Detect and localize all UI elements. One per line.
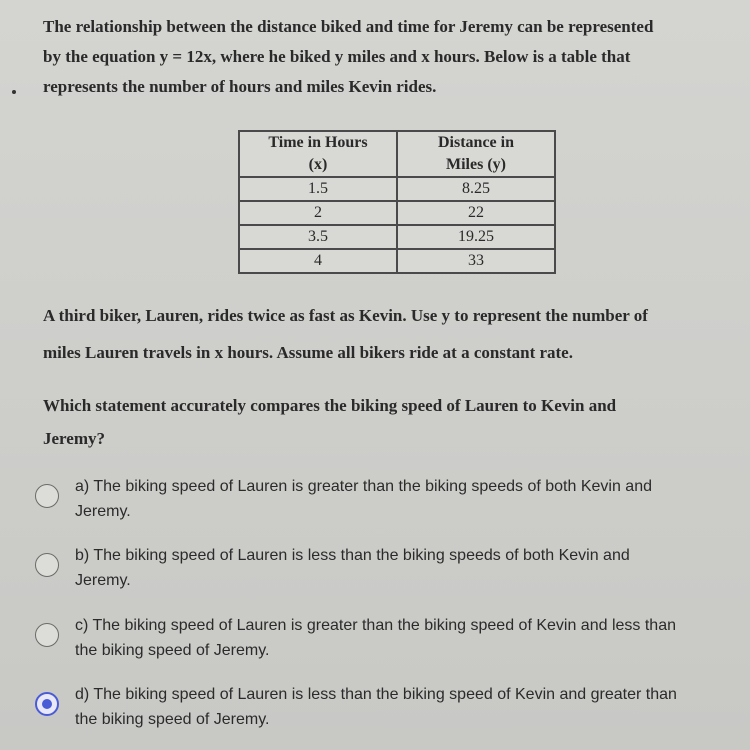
third-biker-text (43, 297, 750, 371)
table-header-distance (397, 131, 555, 177)
table-cell-y: 19.25 (397, 225, 555, 249)
question-line: Which statement accurately compares the biking speed of Lauren to Kevin and (43, 396, 617, 415)
table-header-time (239, 131, 397, 177)
table-cell-x: 2 (239, 201, 397, 225)
option-line: the biking speed of Jeremy. (75, 642, 270, 659)
header-line: Miles (y) (446, 156, 506, 173)
option-line: c) The biking speed of Lauren is greater than the biking speed of Kevin and less than (75, 617, 676, 634)
option-line: Jeremy. (75, 572, 131, 589)
answer-option-c[interactable] (35, 613, 750, 665)
table-cell-x: 4 (239, 249, 397, 273)
option-text[interactable] (75, 613, 750, 663)
table-cell-x: 3.5 (239, 225, 397, 249)
question-line: Jeremy? (43, 429, 105, 448)
passage-line: represents the number of hours and miles Kevin rides. (43, 77, 437, 96)
header-line: Distance in (438, 134, 514, 151)
radio-button-a[interactable] (35, 484, 59, 508)
table-row (239, 177, 555, 201)
option-text[interactable] (75, 543, 750, 593)
passage-line: The relationship between the distance biked and time for Jeremy can be represented (43, 17, 654, 36)
option-line: d) The biking speed of Lauren is less than the biking speed of Kevin and greater than (75, 686, 677, 703)
answer-option-b[interactable] (35, 543, 750, 595)
paragraph-line: A third biker, Lauren, rides twice as fast as Kevin. Use y to represent the number of (43, 306, 648, 325)
option-line: the biking speed of Jeremy. (75, 711, 270, 728)
problem-passage (43, 12, 750, 102)
paragraph-line: miles Lauren travels in x hours. Assume all bikers ride at a constant rate. (43, 343, 573, 362)
option-line: Jeremy. (75, 503, 131, 520)
header-line: (x) (308, 156, 328, 173)
radio-button-b[interactable] (35, 553, 59, 577)
table-cell-y: 33 (397, 249, 555, 273)
option-line: a) The biking speed of Lauren is greater than the biking speeds of both Kevin and (75, 478, 652, 495)
answer-option-d[interactable] (35, 682, 750, 734)
table-cell-x: 1.5 (239, 177, 397, 201)
question-prompt (43, 389, 743, 455)
passage-line: by the equation y = 12x, where he biked y miles and x hours. Below is a table that (43, 47, 631, 66)
bullet-dot (12, 90, 16, 94)
radio-button-c[interactable] (35, 623, 59, 647)
option-text[interactable] (75, 474, 750, 524)
table-cell-y: 8.25 (397, 177, 555, 201)
option-line: b) The biking speed of Lauren is less than the biking speeds of both Kevin and (75, 547, 630, 564)
header-line: Time in Hours (268, 134, 368, 151)
table-row (239, 249, 555, 273)
answer-option-a[interactable] (35, 474, 750, 526)
table-row (239, 201, 555, 225)
table-row (239, 225, 555, 249)
table-header-row (239, 131, 555, 177)
kevin-data-table (238, 130, 556, 274)
option-text[interactable] (75, 682, 750, 732)
table-cell-y: 22 (397, 201, 555, 225)
radio-button-d-selected[interactable] (35, 692, 59, 716)
